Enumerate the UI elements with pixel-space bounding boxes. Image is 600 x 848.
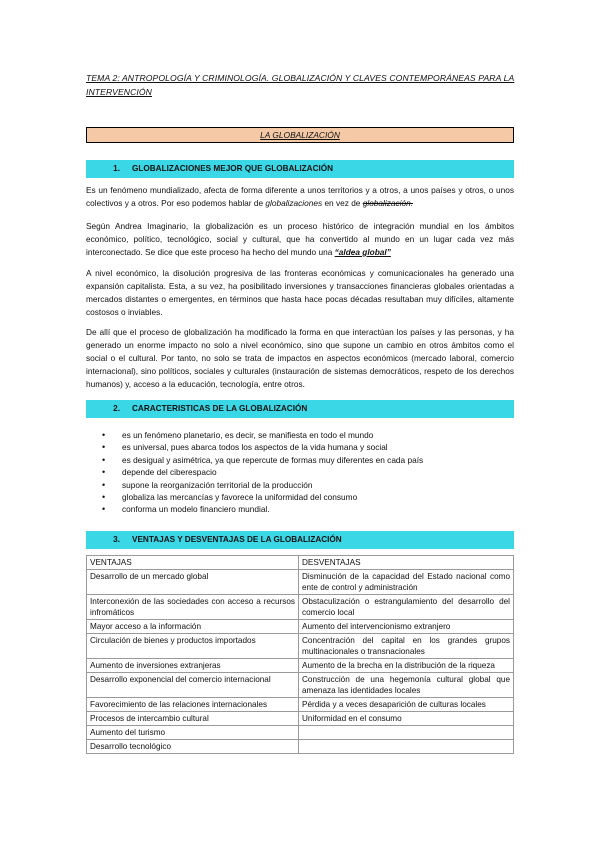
list-item: • depende del ciberespacio xyxy=(86,466,514,478)
list-item: • globaliza las mercancías y favorece la uniformidad del consumo xyxy=(86,491,514,503)
table-cell: Aumento de la brecha en la distribución de la riqueza xyxy=(299,659,514,673)
table-row xyxy=(87,740,514,754)
table-row xyxy=(87,620,514,634)
table-cell: Disminución de la capacidad del Estado nacional como ente de control y administración xyxy=(299,570,514,595)
table-cell: Aumento del turismo xyxy=(87,726,299,740)
table-cell: Mayor acceso a la información xyxy=(87,620,299,634)
table-cell: Aumento del intervencionismo extranjero xyxy=(299,620,514,634)
table-cell: Construcción de una hegemonía cultural global que amenaza las identidades locales xyxy=(299,673,514,698)
main-title-box: LA GLOBALIZACIÓN xyxy=(86,127,514,143)
p1-text-c: en vez de xyxy=(322,198,363,208)
table-row xyxy=(87,570,514,595)
column-header-desventajas: DESVENTAJAS xyxy=(299,556,514,570)
section-2-title: CARACTERISTICAS DE LA GLOBALIZACIÓN xyxy=(132,404,308,413)
list-item: • es universal, pues abarca todos los aspectos de la vida humana y social xyxy=(86,441,514,453)
table-row xyxy=(87,634,514,659)
table-cell: Favorecimiento de las relaciones internacionales xyxy=(87,698,299,712)
section-1-paragraph-3: A nivel económico, la disolución progresiva de las fronteras económicas y comunicacionales ha generado una expansión capitalista. Esta, a su vez, ha posibilitado inversiones y transacciones financieras globales orientadas a mercados distantes o emergentes, en términos que hasta hace pocas décadas resultaban muy difíciles, altamente costosos o inviables. xyxy=(86,268,514,317)
table-cell: Aumento de inversiones extranjeras xyxy=(87,659,299,673)
p1-text-d: globalización. xyxy=(362,198,414,208)
list-item: • conforma un modelo financiero mundial. xyxy=(86,503,514,515)
table-cell xyxy=(299,740,514,754)
section-3-title: VENTAJAS Y DESVENTAJAS DE LA GLOBALIZACIÓN xyxy=(132,535,342,544)
section-1-title: GLOBALIZACIONES MEJOR QUE GLOBALIZACIÓN xyxy=(132,164,334,173)
section-1-paragraph-1 xyxy=(86,184,514,210)
p1-text-b: globalizaciones xyxy=(265,198,323,208)
advantages-table xyxy=(86,555,514,754)
table-cell: Interconexión de las sociedades con acceso a recursos infromáticos xyxy=(87,595,299,620)
characteristics-list xyxy=(86,429,514,516)
list-item: • es desigual y asimétrica, ya que repercute de formas muy diferentes en cada país xyxy=(86,454,514,466)
table-cell: Desarrollo de un mercado global xyxy=(87,570,299,595)
table-row xyxy=(87,673,514,698)
table-cell xyxy=(299,726,514,740)
section-3-number: 3. xyxy=(113,535,120,544)
table-cell: Concentración del capital en los grandes grupos multinacionales o transnacionales xyxy=(299,634,514,659)
table-cell: Circulación de bienes y productos importados xyxy=(87,634,299,659)
list-item: • supone la reorganización territorial de la producción xyxy=(86,479,514,491)
section-2-number: 2. xyxy=(113,404,120,413)
table-header-row xyxy=(87,556,514,570)
section-1-paragraph-4: De allí que el proceso de globalización ha modificado la forma en que interactúan los países y las personas, y ha generado un enorme impacto no solo a nivel económico, sino que supone un cambio en otros ámbitos como el social o el cultural. Por tanto, no solo se trata de impactos en aspectos económicos (mercado laboral, comercio internacional), sino políticos, sociales y culturales (instauración de sistemas democráticos, respeto de los derechos humanos) y, acceso a la educación, tecnología, entre otros. xyxy=(86,327,514,389)
section-3-heading xyxy=(86,531,514,549)
p2-text-b: “aldea global” xyxy=(334,247,391,257)
table-cell: Uniformidad en el consumo xyxy=(299,712,514,726)
column-header-ventajas: VENTAJAS xyxy=(87,556,299,570)
table-row xyxy=(87,659,514,673)
section-1-heading xyxy=(86,160,514,178)
table-row xyxy=(87,726,514,740)
table-row xyxy=(87,712,514,726)
table-cell: Procesos de intercambio cultural xyxy=(87,712,299,726)
table-row xyxy=(87,698,514,712)
p1-text-a: Es un fenómeno mundializado, afecta de forma diferente a unos territorios y a otros, a unos países y otros, o unos colectivos y a otros. Por eso podemos hablar de xyxy=(86,185,514,208)
table-cell: Pérdida y a veces desaparición de culturas locales xyxy=(299,698,514,712)
table-cell: Desarrollo tecnológico xyxy=(87,740,299,754)
table-row xyxy=(87,595,514,620)
p2-text-a: Según Andrea Imaginario, la globalización es un proceso histórico de integración mundial en los ámbitos económico, político, tecnológico, social y cultural, que ha convertido al mundo en un lugar cada vez más interconectado. Se dice que este proceso ha hecho del mundo una xyxy=(86,221,514,257)
section-1-number: 1. xyxy=(113,164,120,173)
list-item: • es un fenómeno planetario, es decir, se manifiesta en todo el mundo xyxy=(86,429,514,441)
section-1-paragraph-2 xyxy=(86,220,514,259)
document-header: TEMA 2: ANTROPOLOGÍA Y CRIMINOLOGÍA. GLOBALIZACIÓN Y CLAVES CONTEMPORÁNEAS PARA LA INTERVENCIÓN xyxy=(86,73,515,97)
table-cell: Desarrollo exponencial del comercio internacional xyxy=(87,673,299,698)
table-cell: Obstaculización o estrangulamiento del desarrollo del comercio local xyxy=(299,595,514,620)
section-2-heading xyxy=(86,400,514,418)
